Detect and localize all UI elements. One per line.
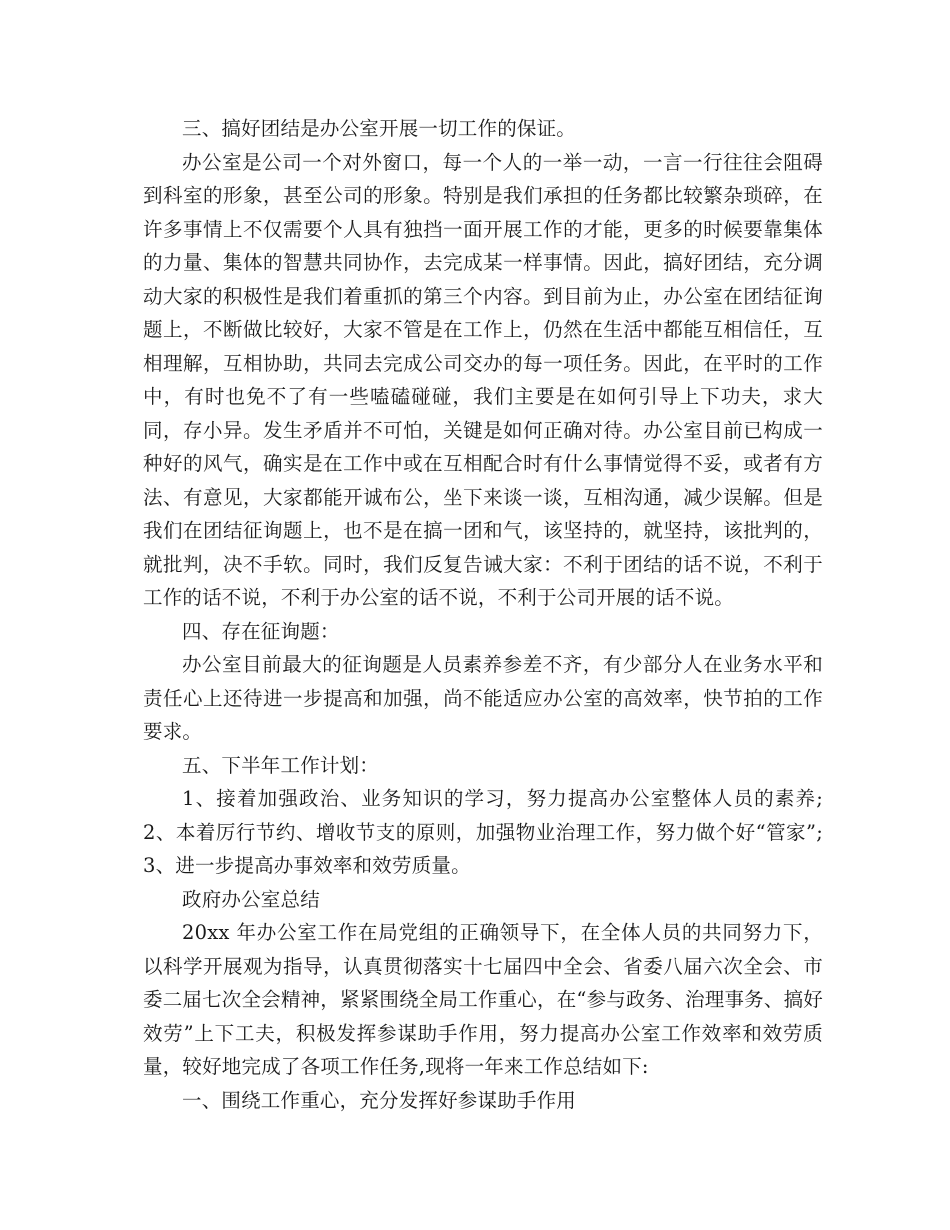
paragraph-issues: 办公室目前最大的征询题是人员素养参差不齐，有少部分人在业务水平和责任心上还待进一步提高和加强，尚不能适应办公室的高效率，快节拍的工作要求。 xyxy=(143,653,823,743)
section-heading-focus: 一、围绕工作重心，充分发挥好参谋助手作用 xyxy=(182,1088,577,1112)
section-heading-unity: 三、搞好团结是办公室开展一切工作的保证。 xyxy=(182,117,577,140)
paragraph-unity: 办公室是公司一个对外窗口，每一个人的一举一动，一言一行往往会阻碍到科室的形象，甚至公司的形象。特别是我们承担的任务都比较繁杂琐碎，在许多事情上不仅需要个人具有独挡一面开展工作的才能，更多的时候要靠集体的力量、集体的智慧共同协作，去完成某一样事情。因此，搞好团结，充分调动大家的积极性是我们着重抓的第三个内容。到目前为止，办公室在团结征询题上，不断做比较好，大家不管是在工作上，仍然在生活中都能互相信任，互相理解，互相协助，共同去完成公司交办的每一项任务。因此，在平时的工作中，有时也免不了有一些嗑磕碰碰，我们主要是在如何引导上下功夫，求大同，存小异。发生矛盾并不可怕，关键是如何正确对待。办公室目前已构成一种好的风气，确实是在工作中或在互相配合时有什么事情觉得不妥，或者有方法、有意见，大家都能开诚布公，坐下来谈一谈，互相沟通，减少误解。但是我们在团结征询题上，也不是在搞一团和气，该坚持的，就坚持，该批判的，就批判，决不手软。同时，我们反复告诫大家：不利于团结的话不说，不利于工作的话不说，不利于办公室的话不说，不利于公司开展的话不说。 xyxy=(143,150,823,609)
document-body xyxy=(143,112,823,1117)
document-subtitle: 政府办公室总结 xyxy=(182,887,320,911)
section-heading-issues: 四、存在征询题： xyxy=(182,619,340,643)
paragraph-summary-intro: 20xx 年办公室工作在局党组的正确领导下，在全体人员的共同努力下，以科学开展观为指导，认真贯彻落实十七届四中全会、省委八届六次全会、市委二届七次全会精神，紧紧围绕全局工作重心，在“参与政务、治理事务、搞好效劳”上下工夫，积极发挥参谋助手作用，努力提高办公室工作效率和效劳质量，较好地完成了各项工作任务,现将一年来工作总结如下: xyxy=(143,921,823,1078)
paragraph-plan: 1、接着加强政治、业务知识的学习，努力提高办公室整体人员的素养;2、本着厉行节约、增收节支的原则，加强物业治理工作，努力做个好“管家”;3、进一步提高办事效率和效劳质量。 xyxy=(143,787,823,877)
section-heading-plan: 五、下半年工作计划： xyxy=(182,753,380,777)
